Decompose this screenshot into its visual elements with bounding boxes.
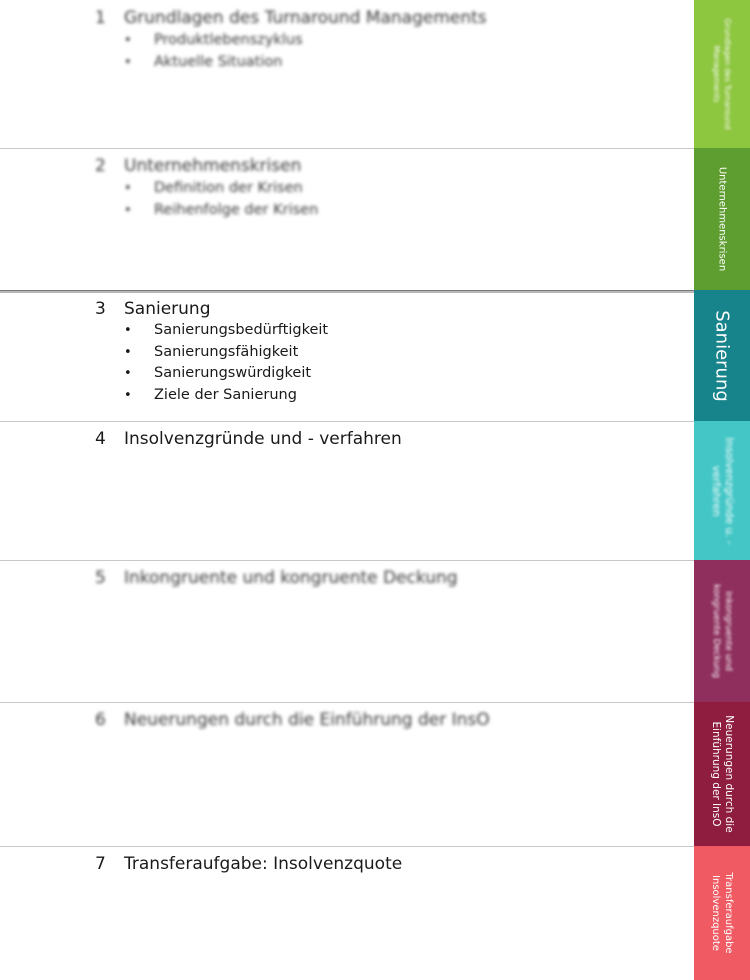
section-title[interactable]: Transferaufgabe: Insolvenzquote [124, 854, 403, 874]
section-number: 6 [95, 710, 106, 730]
tab-label: Unternehmenskrisen [716, 166, 728, 272]
section-3 [0, 290, 694, 421]
bullet-item: • Definition der Krisen [124, 178, 318, 200]
tab-grundlagen[interactable] [694, 0, 750, 148]
chapter-tabs [694, 0, 750, 980]
section-title[interactable]: Inkongruente und kongruente Deckung [124, 568, 458, 588]
tab-neuerungen[interactable] [694, 702, 750, 846]
section-title[interactable]: Unternehmenskrisen [124, 156, 302, 176]
section-5 [0, 560, 694, 702]
section-1 [0, 0, 694, 148]
tab-label: Sanierung [711, 309, 733, 402]
bullet-item: • Ziele der Sanierung [124, 385, 328, 407]
bullet-list [124, 30, 303, 73]
tab-label: Inkongruente und kongruente Deckung [711, 584, 733, 678]
section-number: 3 [95, 299, 106, 319]
section-number: 4 [95, 429, 106, 449]
section-title[interactable]: Neuerungen durch die Einführung der InsO [124, 710, 490, 730]
bullet-item: • Sanierungswürdigkeit [124, 363, 328, 385]
tab-label: Grundlagen des Turnaround Managements [712, 18, 732, 130]
section-4 [0, 421, 694, 560]
bullet-list [124, 320, 328, 406]
section-title[interactable]: Sanierung [124, 299, 211, 319]
section-number: 5 [95, 568, 106, 588]
bullet-item: • Aktuelle Situation [124, 52, 303, 74]
section-number: 2 [95, 156, 106, 176]
tab-sanierung[interactable] [694, 290, 750, 421]
bullet-item: • Reihenfolge der Krisen [124, 200, 318, 222]
section-number: 1 [95, 8, 106, 28]
tab-insolvenzgruende[interactable] [694, 421, 750, 560]
bullet-item: • Sanierungsfähigkeit [124, 342, 328, 364]
tab-transferaufgabe[interactable] [694, 846, 750, 980]
bullet-item: • Produktlebenszyklus [124, 30, 303, 52]
tab-deckung[interactable] [694, 560, 750, 702]
tab-label: Neuerungen durch die Einführung der InsO [710, 715, 735, 833]
section-6 [0, 702, 694, 846]
tab-label: Insolvenzgründe u. -verfahren [710, 436, 735, 545]
section-title[interactable]: Grundlagen des Turnaround Managements [124, 8, 487, 28]
section-2 [0, 148, 694, 290]
bullet-item: • Sanierungsbedürftigkeit [124, 320, 328, 342]
tab-unternehmenskrisen[interactable] [694, 148, 750, 290]
section-title[interactable]: Insolvenzgründe und - verfahren [124, 429, 402, 449]
tab-label: Transferaufgabe Insolvenzquote [710, 872, 734, 954]
bullet-list [124, 178, 318, 221]
section-number: 7 [95, 854, 106, 874]
section-7 [0, 846, 694, 980]
